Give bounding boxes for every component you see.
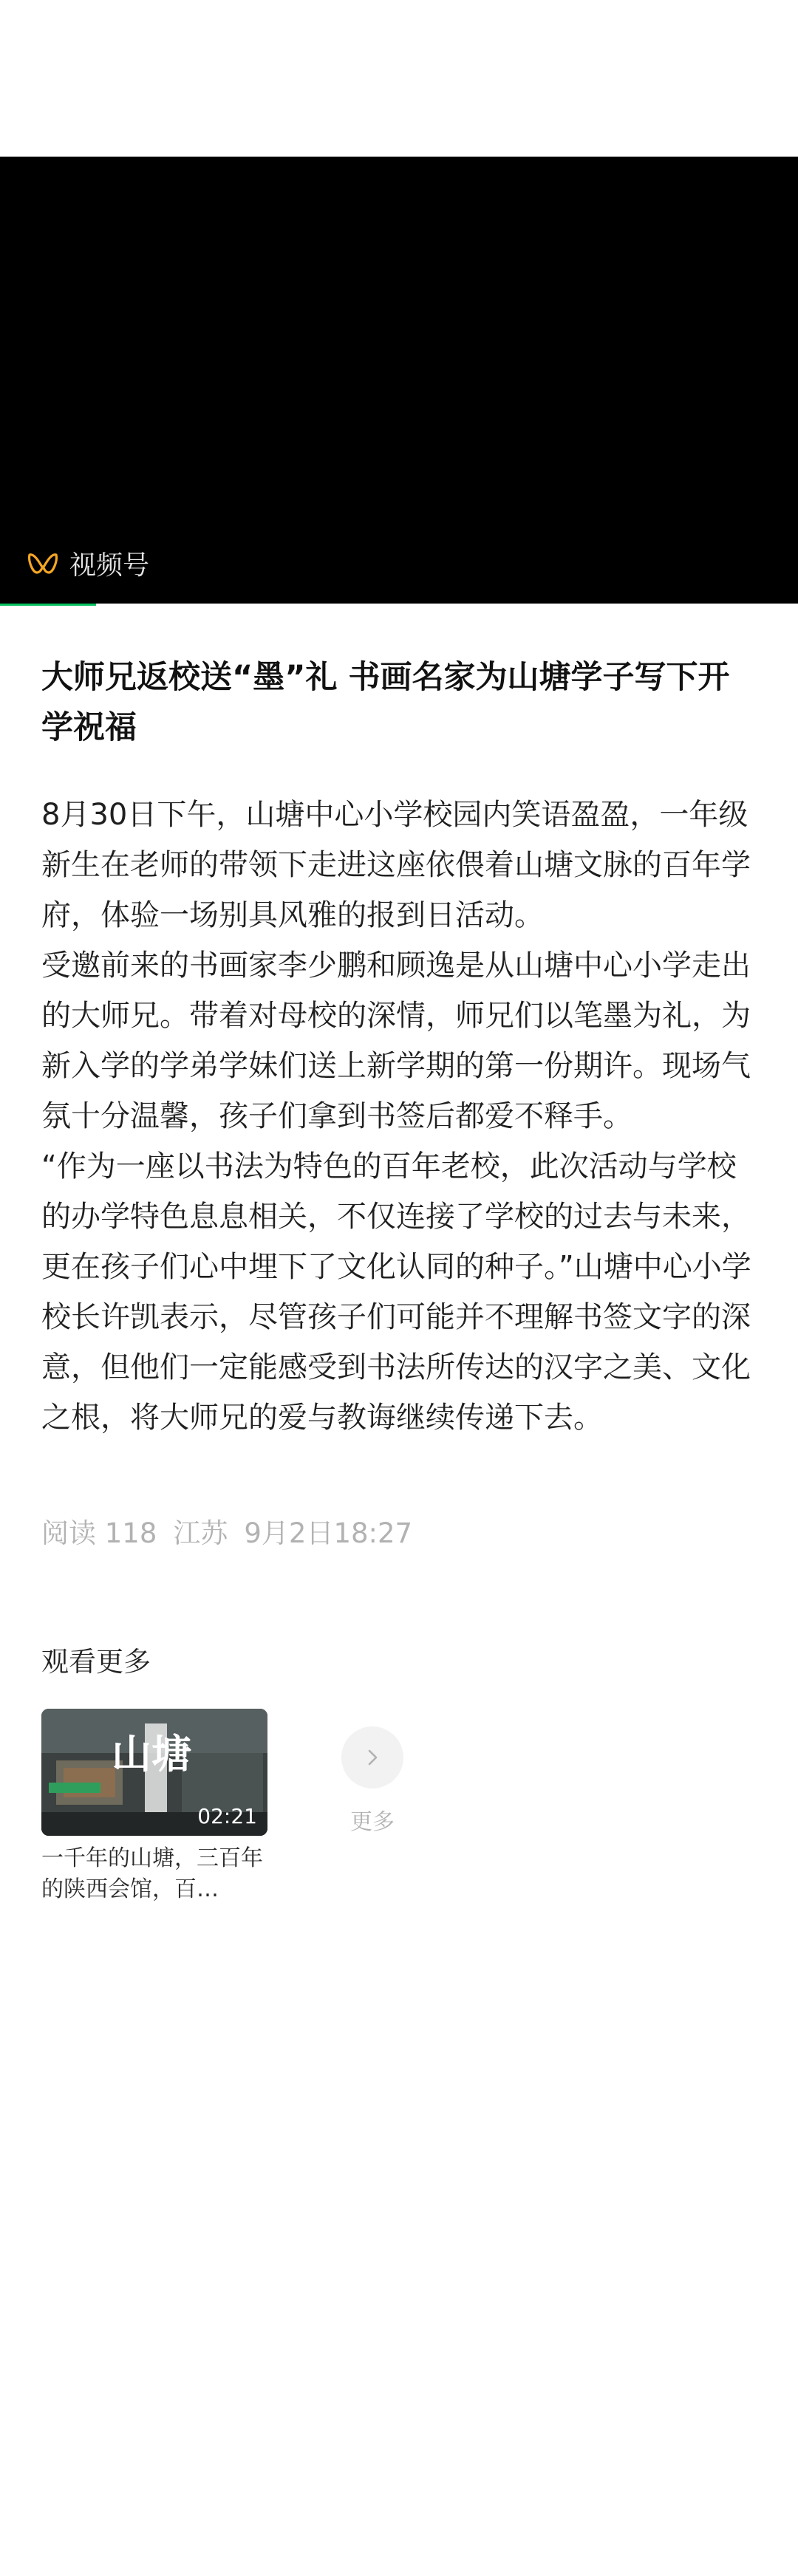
top-blank-area — [0, 0, 798, 157]
article-paragraph: “作为一座以书法为特色的百年老校，此次活动与学校的办学特色息息相关，不仅连接了学校的过去与未来，更在孩子们心中埋下了文化认同的种子。”山塘中心小学校长许凯表示，尽管孩子们可能并不理解书签文字的深意，但他们一定能感受到书法所传达的汉字之美、文化之根，将大师兄的爱与教诲继续传递下去。 — [41, 1149, 751, 1435]
channels-source-badge[interactable] — [27, 544, 149, 582]
article-paragraph: 受邀前来的书画家李少鹏和顾逸是从山塘中心小学走出的大师兄。带着对母校的深情，师兄们以笔墨为礼，为新入学的学弟学妹们送上新学期的第一份期许。现场气氛十分温馨，孩子们拿到书签后都爱不释手。 — [41, 949, 751, 1133]
article-title: 大师兄返校送“墨”礼 书画名家为山塘学子写下开学祝福 — [41, 659, 730, 746]
recommended-video-caption: 一千年的山塘，三百年的陕西会馆，百… — [41, 1845, 263, 1902]
read-count: 阅读 118 — [41, 1517, 157, 1549]
recommendation-row — [41, 1709, 757, 1905]
recommended-video-card[interactable] — [41, 1709, 267, 1905]
chevron-right-icon — [361, 1746, 383, 1769]
location-label: 江苏 — [173, 1517, 228, 1549]
thumbnail-title-text: 山塘 — [112, 1730, 191, 1777]
article-content — [41, 790, 757, 1443]
more-circle[interactable] — [341, 1726, 403, 1788]
publish-datetime: 9月2日18:27 — [244, 1517, 413, 1549]
video-progress-bar[interactable] — [0, 604, 96, 606]
more-label: 更多 — [350, 1809, 395, 1835]
article-paragraph: 8月30日下午，山塘中心小学校园内笑语盈盈，一年级新生在老师的带领下走进这座依偎着山塘文脉的百年学府，体验一场别具风雅的报到日活动。 — [41, 798, 751, 932]
video-duration: 02:21 — [197, 1804, 257, 1828]
channels-source-label: 视频号 — [69, 550, 150, 581]
more-button[interactable] — [341, 1726, 403, 1836]
article-meta — [41, 1511, 757, 1551]
video-player[interactable] — [0, 157, 798, 604]
video-thumbnail[interactable] — [41, 1709, 267, 1836]
channels-logo-icon — [27, 550, 59, 577]
more-section-title: 观看更多 — [41, 1646, 151, 1678]
article-body — [0, 652, 798, 1905]
